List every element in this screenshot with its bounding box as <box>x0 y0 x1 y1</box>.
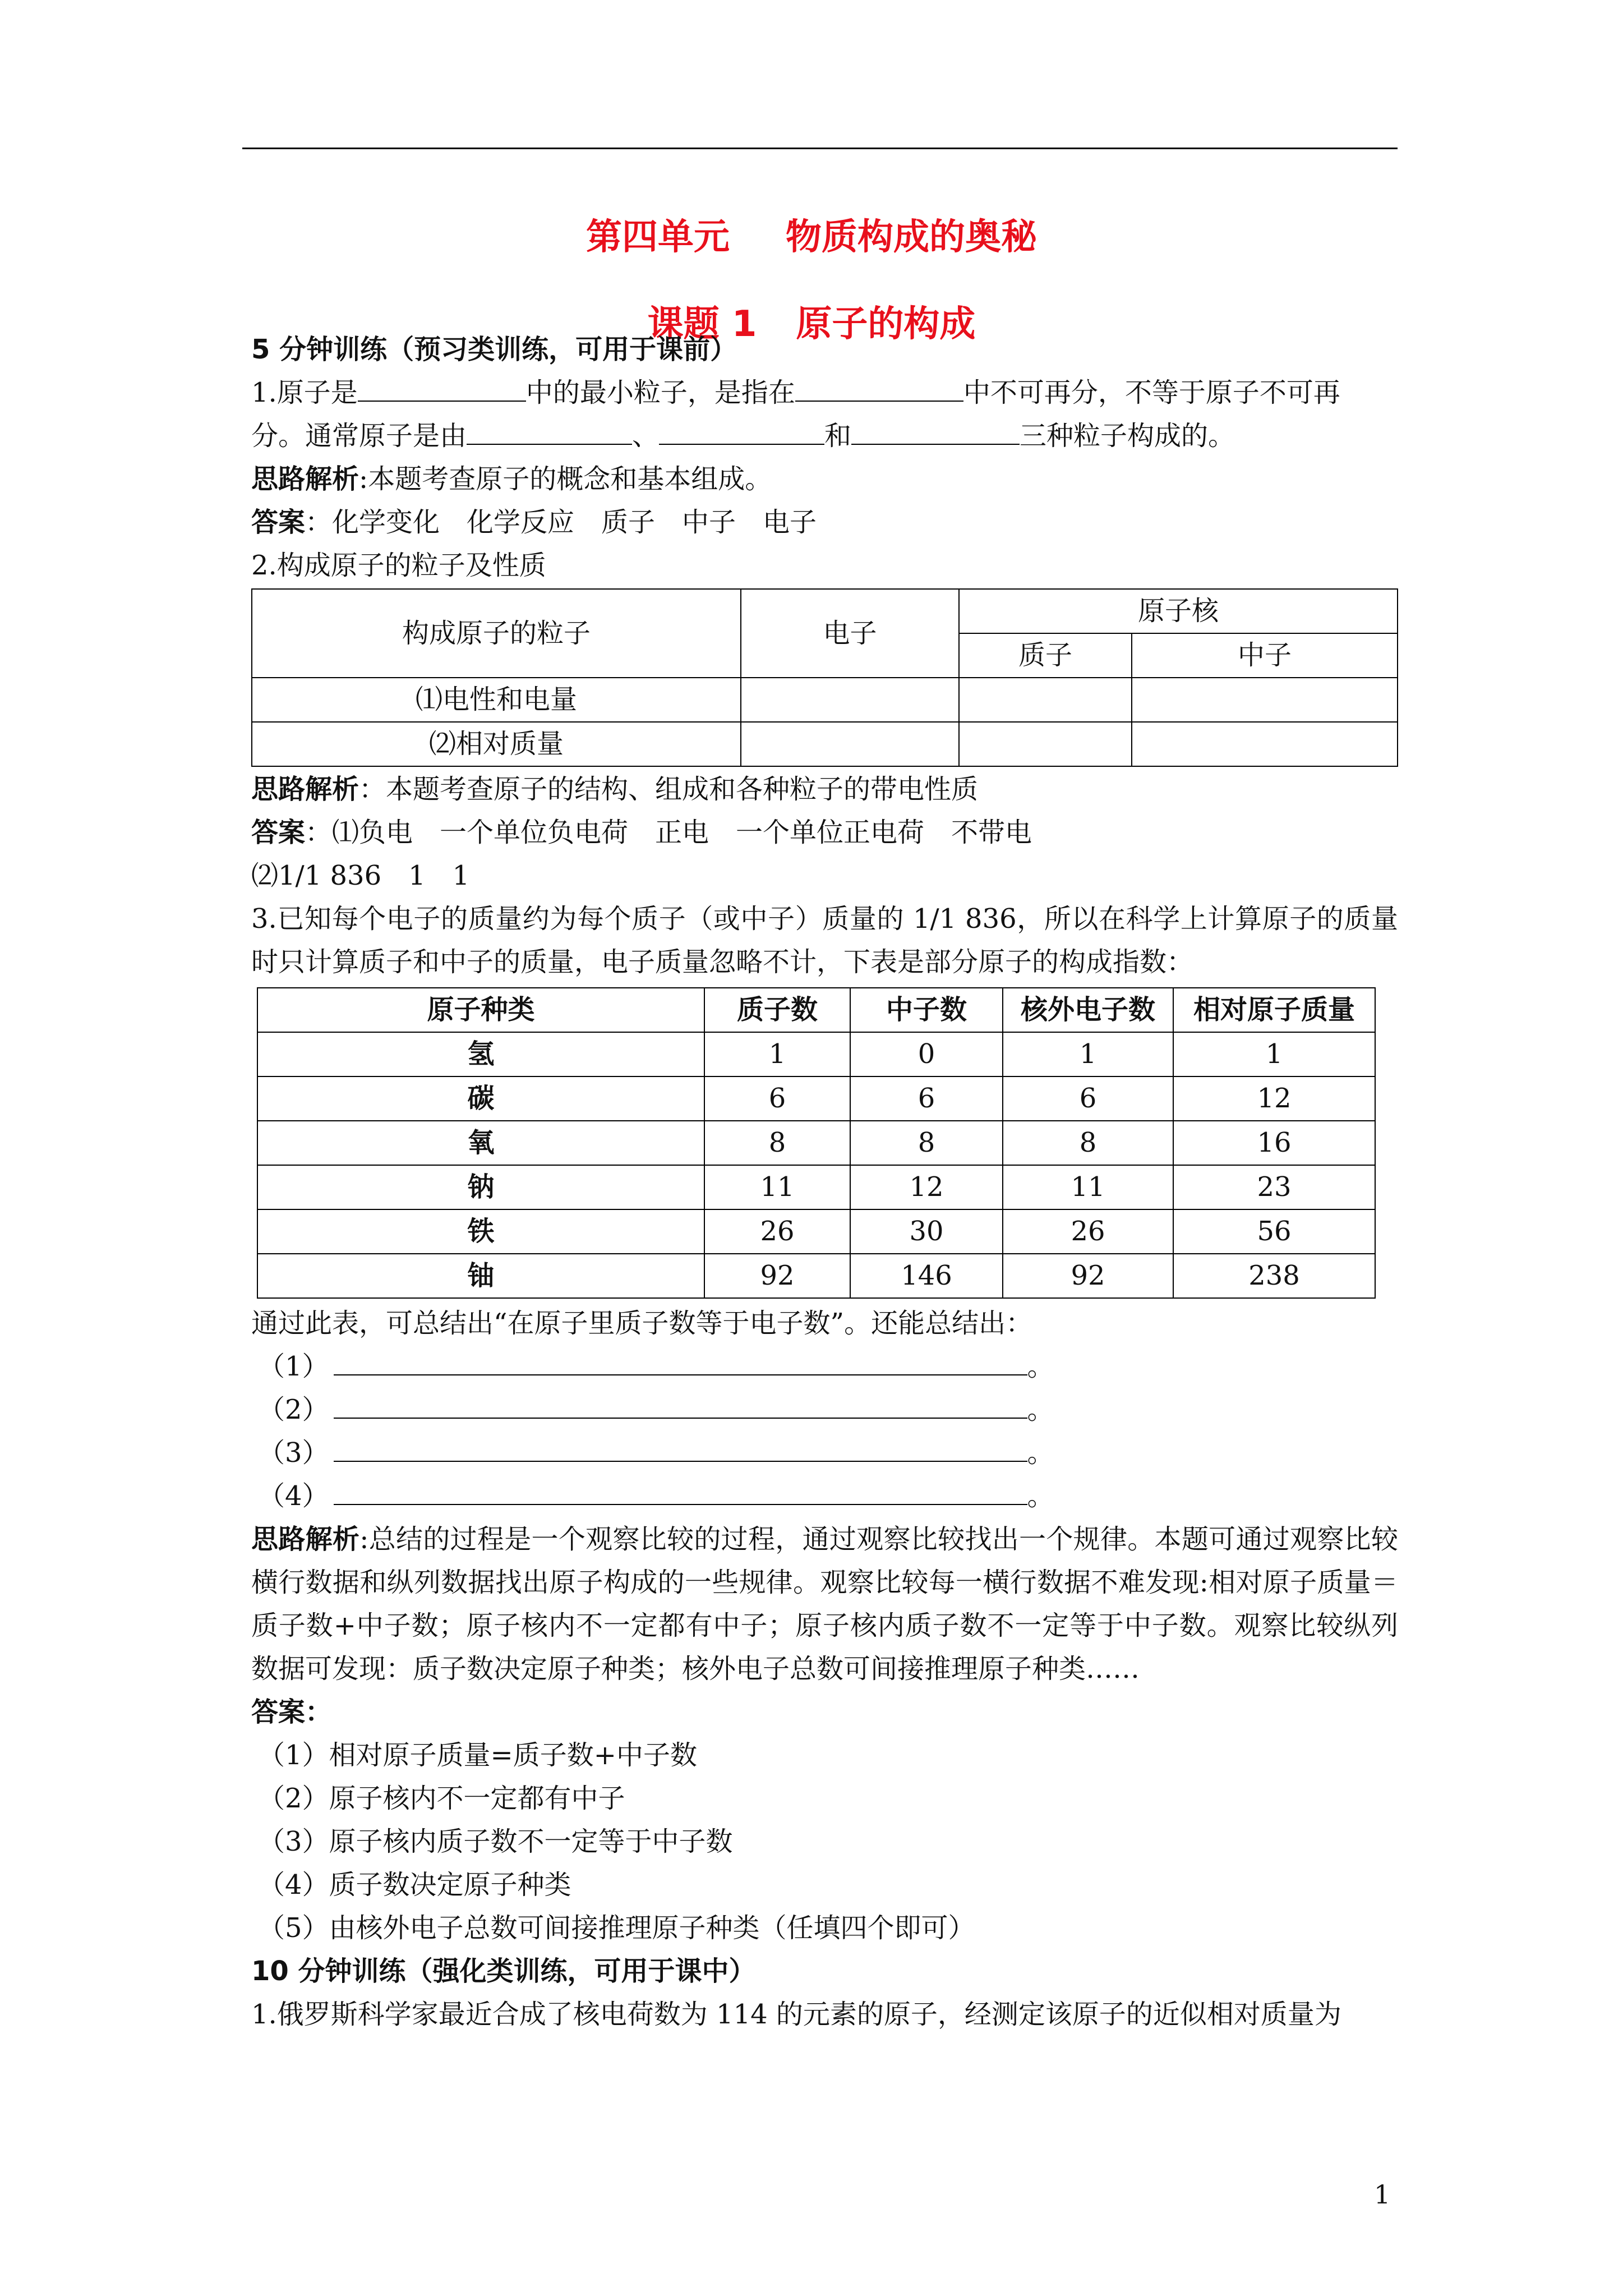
table-row <box>257 1076 1375 1121</box>
table-cell <box>959 722 1132 766</box>
answer-blank <box>659 419 824 445</box>
element-name-cell: 铁 <box>257 1209 704 1254</box>
period: 。 <box>1027 1394 1054 1425</box>
answer-blank <box>334 1479 1027 1505</box>
table-header-electron: 电子 <box>741 589 959 678</box>
unit-title-text: 第四单元 <box>586 217 730 258</box>
table-header: 质子数 <box>704 988 850 1032</box>
q1-text-e: 、 <box>632 420 660 452</box>
analysis-text: :本题考查原子的概念和基本组成。 <box>359 463 772 495</box>
table-cell: 0 <box>850 1032 1003 1076</box>
analysis-text: :总结的过程是一个观察比较的过程，通过观察比较找出一个规律。本题可通过观察比较横行数据和纵列数据找出原子构成的一些规律。观察比较每一横行数据不难发现:相对原子质量＝质子数+中子数；原子核内不一定都有中子；原子核内质子数不一定等于中子数。观察比较纵列数据可发现：质子数决定原子种类；核外电子总数可间接推理原子种类…… <box>251 1524 1398 1685</box>
lesson-title-text: 课题 1 <box>647 303 757 345</box>
q3-blank-list <box>251 1345 1398 1518</box>
answer-text: ：化学变化 化学反应 质子 中子 电子 <box>305 507 817 538</box>
q3-answer-list <box>251 1734 1398 1950</box>
table-cell: 6 <box>1003 1076 1173 1121</box>
element-name-cell: 钠 <box>257 1165 704 1209</box>
blank-number: （3） <box>258 1437 329 1469</box>
q3-answer-item: （2）原子核内不一定都有中子 <box>258 1783 625 1814</box>
atom-composition-table <box>257 987 1376 1299</box>
answer-blank <box>334 1393 1027 1419</box>
table-cell: ⑵相对质量 <box>252 722 741 766</box>
q1-answer <box>251 501 1398 544</box>
table-cell: 6 <box>850 1076 1003 1121</box>
table-row <box>257 1209 1375 1254</box>
answer-blank <box>334 1436 1027 1462</box>
element-name-cell: 铀 <box>257 1254 704 1298</box>
header-rule <box>242 148 1398 149</box>
q3-answer-item: （3）原子核内质子数不一定等于中子数 <box>258 1826 733 1857</box>
unit-title <box>0 215 1623 260</box>
blank-number: （1） <box>258 1351 329 1382</box>
blank-number: （2） <box>258 1394 329 1425</box>
section-heading-10min: 10 分钟训练（强化类训练，可用于课中） <box>251 1955 756 1987</box>
table-cell: 12 <box>850 1165 1003 1209</box>
table-cell <box>1132 722 1398 766</box>
table-header-particle: 构成原子的粒子 <box>252 589 741 678</box>
table-cell: 6 <box>704 1076 850 1121</box>
table-header: 核外电子数 <box>1003 988 1173 1032</box>
answer-blank <box>334 1350 1027 1375</box>
period: 。 <box>1027 1437 1054 1469</box>
answer-blank <box>358 376 526 402</box>
q3-answer-item: （5）由核外电子总数可间接推理原子种类（任填四个即可） <box>258 1912 975 1944</box>
table-cell <box>959 678 1132 722</box>
answer-text: ：⑴负电 一个单位负电荷 正电 一个单位正电荷 不带电 <box>305 817 1032 848</box>
element-name-cell: 碳 <box>257 1076 704 1121</box>
table-cell: ⑴电性和电量 <box>252 678 741 722</box>
analysis-label: 思路解析 <box>251 774 359 805</box>
q3-answer-item: （1）相对原子质量=质子数+中子数 <box>258 1740 697 1771</box>
q3-blank-line <box>251 1345 1398 1388</box>
q3-answer-label: 答案： <box>251 1696 333 1728</box>
q1-text-f: 和 <box>824 420 852 452</box>
answer-blank <box>467 419 632 445</box>
table-header: 相对原子质量 <box>1173 988 1375 1032</box>
table-row <box>257 1254 1375 1298</box>
element-name-cell: 氢 <box>257 1032 704 1076</box>
table-cell: 16 <box>1173 1121 1375 1165</box>
table-cell: 92 <box>704 1254 850 1298</box>
table-header-proton: 质子 <box>959 633 1132 678</box>
table-row <box>257 1165 1375 1209</box>
unit-subtitle-text: 物质构成的奥秘 <box>786 217 1037 258</box>
table-cell: 11 <box>704 1165 850 1209</box>
answer-blank <box>795 376 963 402</box>
table-cell: 8 <box>850 1121 1003 1165</box>
table-header: 原子种类 <box>257 988 704 1032</box>
table-cell: 12 <box>1173 1076 1375 1121</box>
question-2-title: 2.构成原子的粒子及性质 <box>251 550 546 581</box>
table-cell <box>1132 678 1398 722</box>
table-cell <box>741 722 959 766</box>
table-row <box>252 722 1398 766</box>
q1-analysis <box>251 458 1398 501</box>
period: 。 <box>1027 1351 1054 1382</box>
question-1-line-2 <box>251 415 1398 458</box>
q2-answer-2: ⑵1/1 836 1 1 <box>251 860 470 891</box>
q3-analysis <box>251 1518 1398 1691</box>
period: 。 <box>1027 1480 1054 1512</box>
table-cell: 146 <box>850 1254 1003 1298</box>
q2-answer <box>251 811 1398 854</box>
section-heading-5min: 5 分钟训练（预习类训练，可用于课前） <box>251 334 737 365</box>
table-cell: 26 <box>1003 1209 1173 1254</box>
table-header-nucleus: 原子核 <box>959 589 1398 633</box>
table-cell: 238 <box>1173 1254 1375 1298</box>
table-cell: 11 <box>1003 1165 1173 1209</box>
table-cell <box>741 678 959 722</box>
table-cell: 56 <box>1173 1209 1375 1254</box>
table-row <box>257 1121 1375 1165</box>
blank-number: （4） <box>258 1480 329 1512</box>
q1-text-a: 1.原子是 <box>251 377 358 408</box>
q3-blank-line <box>251 1475 1398 1518</box>
table-cell: 8 <box>704 1121 850 1165</box>
q1-text-c: 中不可再分，不等于原子不可再 <box>963 377 1340 408</box>
analysis-text: ：本题考查原子的结构、组成和各种粒子的带电性质 <box>359 774 979 805</box>
analysis-label: 思路解析 <box>251 1524 360 1555</box>
analysis-label: 思路解析 <box>251 463 359 495</box>
table-cell: 23 <box>1173 1165 1375 1209</box>
table-header: 中子数 <box>850 988 1003 1032</box>
q1-text-b: 中的最小粒子，是指在 <box>525 377 795 408</box>
q1-text-g: 三种粒子构成的。 <box>1020 420 1235 452</box>
q3-blank-line <box>251 1432 1398 1475</box>
q2-analysis <box>251 768 1398 811</box>
table-cell: 92 <box>1003 1254 1173 1298</box>
answer-label: 答案 <box>251 507 306 538</box>
table-cell: 1 <box>704 1032 850 1076</box>
q3-lead: 通过此表，可总结出“在原子里质子数等于电子数”。还能总结出： <box>251 1308 1033 1339</box>
table-row <box>252 678 1398 722</box>
q3-blank-line <box>251 1388 1398 1432</box>
table-cell: 8 <box>1003 1121 1173 1165</box>
sec2-question-1: 1.俄罗斯科学家最近合成了核电荷数为 114 的元素的原子，经测定该原子的近似相对质量为 <box>251 1999 1341 2030</box>
answer-label: 答案 <box>251 817 306 848</box>
table-cell: 1 <box>1003 1032 1173 1076</box>
table-cell: 30 <box>850 1209 1003 1254</box>
answer-blank <box>851 419 1020 445</box>
question-3-text: 3.已知每个电子的质量约为每个质子（或中子）质量的 1/1 836，所以在科学上计算原子的质量时只计算质子和中子的质量，电子质量忽略不计，下表是部分原子的构成指数： <box>251 903 1398 978</box>
table-row <box>257 1032 1375 1076</box>
table-cell: 26 <box>704 1209 850 1254</box>
table-cell: 1 <box>1173 1032 1375 1076</box>
document-body <box>251 328 1398 2036</box>
page-number: 1 <box>1374 2179 1391 2210</box>
q3-answer-item: （4）质子数决定原子种类 <box>258 1869 571 1901</box>
particle-properties-table <box>251 588 1398 767</box>
q1-text-d: 分。通常原子是由 <box>251 420 467 452</box>
table-header-row <box>257 988 1375 1032</box>
lesson-subtitle-text: 原子的构成 <box>796 303 976 345</box>
table-header-neutron: 中子 <box>1132 633 1398 678</box>
element-name-cell: 氧 <box>257 1121 704 1165</box>
question-1-line-1 <box>251 371 1398 415</box>
